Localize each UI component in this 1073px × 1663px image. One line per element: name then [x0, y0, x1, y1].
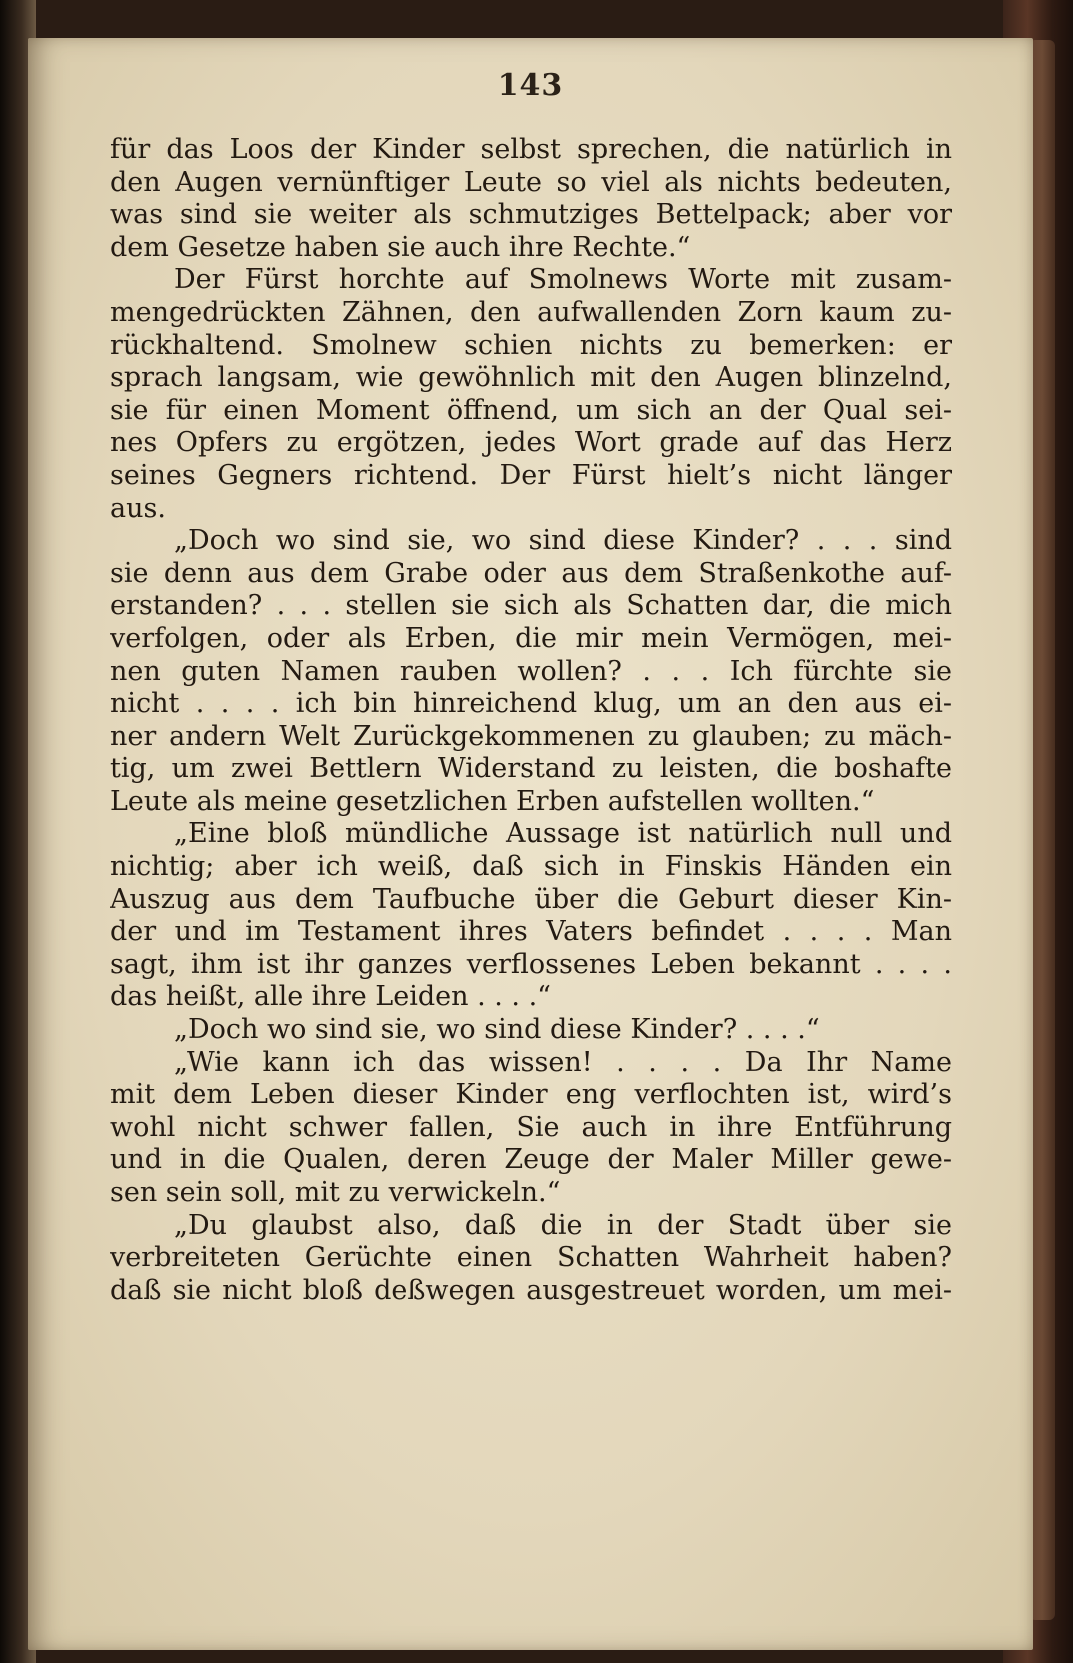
text-line: „Du glaubst also, daß die in der Stadt über sie: [174, 1209, 952, 1241]
text-line: sie für einen Moment öffnend, um sich an der Qual sei-: [110, 394, 952, 426]
text-line: erstanden? . . . stellen sie sich als Schatten dar, die mich: [110, 590, 952, 622]
text-line: verbreiteten Gerüchte einen Schatten Wahrheit haben?: [110, 1242, 952, 1274]
text-line: nicht . . . . ich bin hinreichend klug, um an den aus ei-: [110, 688, 952, 720]
text-line: dem Gesetze haben sie auch ihre Rechte.“: [110, 231, 691, 263]
text-line: „Doch wo sind sie, wo sind diese Kinder? . . . .“: [174, 1014, 820, 1046]
text-line: der und im Testament ihres Vaters befindet . . . . Man: [110, 916, 952, 948]
text-line: was sind sie weiter als schmutziges Bettelpack; aber vor: [110, 199, 952, 231]
text-line: mit dem Leben dieser Kinder eng verflochten ist, wird’s: [110, 1079, 952, 1111]
text-line: sie denn aus dem Grabe oder aus dem Straßenkothe auf-: [110, 557, 952, 589]
text-line: „Doch wo sind sie, wo sind diese Kinder? . . . sind: [174, 525, 952, 557]
text-line: nichtig; aber ich weiß, daß sich in Finskis Händen ein: [110, 851, 952, 883]
text-line: „Wie kann ich das wissen! . . . . Da Ihr Name: [174, 1046, 952, 1078]
text-line: und in die Qualen, deren Zeuge der Maler Miller gewe-: [110, 1144, 952, 1176]
text-line: sen sein soll, mit zu verwickeln.“: [110, 1177, 561, 1208]
page-number: 143: [497, 68, 564, 103]
text-line: wohl nicht schwer fallen, Sie auch in ihre Entführung: [110, 1111, 952, 1143]
text-line: ner andern Welt Zurückgekommenen zu glauben; zu mäch-: [110, 720, 952, 752]
text-line: sprach langsam, wie gewöhnlich mit den Augen blinzelnd,: [110, 362, 952, 394]
text-line: nen guten Namen rauben wollen? . . . Ich fürchte sie: [110, 655, 952, 687]
text-line: mengedrückten Zähnen, den aufwallenden Zorn kaum zu-: [110, 296, 952, 328]
text-line: daß sie nicht bloß deßwegen ausgestreuet worden, um mei-: [110, 1274, 952, 1306]
text-line: für das Loos der Kinder selbst sprechen, die natürlich in: [110, 134, 952, 165]
text-line: Der Fürst horchte auf Smolnews Worte mit zusam-: [174, 264, 952, 296]
book-page: [28, 38, 1033, 1650]
text-line: das heißt, alle ihre Leiden . . . .“: [110, 981, 551, 1013]
page-text: [110, 134, 952, 1307]
text-line: tig, um zwei Bettlern Widerstand zu leisten, die boshafte: [110, 753, 952, 785]
text-line: den Augen vernünftiger Leute so viel als nichts bedeuten,: [110, 166, 952, 198]
text-line: verfolgen, oder als Erben, die mir mein Vermögen, mei-: [110, 622, 952, 654]
text-line: sagt, ihm ist ihr ganzes verflossenes Leben bekannt . . . .: [110, 948, 952, 980]
text-line: nes Opfers zu ergötzen, jedes Wort grade auf das Herz: [110, 427, 952, 459]
text-line: rückhaltend. Smolnew schien nichts zu bemerken: er: [110, 329, 952, 361]
text-line: seines Gegners richtend. Der Fürst hielt’s nicht länger: [110, 459, 952, 491]
text-line: aus.: [110, 492, 166, 524]
text-line: „Eine bloß mündliche Aussage ist natürlich null und: [174, 818, 952, 850]
text-line: Leute als meine gesetzlichen Erben aufstellen wollten.“: [110, 785, 875, 817]
text-line: Auszug aus dem Taufbuche über die Geburt dieser Kin-: [110, 883, 952, 915]
